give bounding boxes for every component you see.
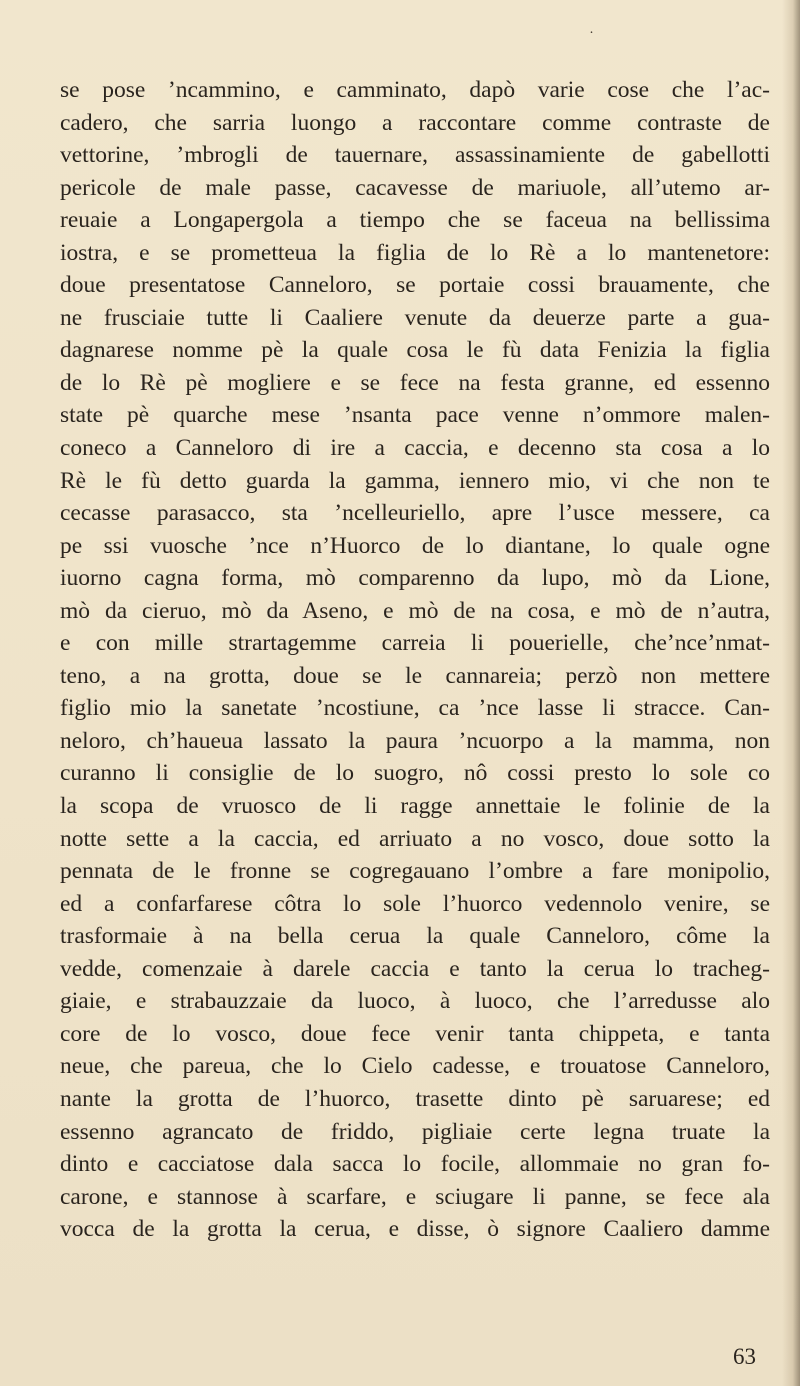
text-line: de lo Rè pè mogliere e se fece na festa granne, ed essenno: [60, 369, 770, 396]
text-line: figlio mio la sanetate ’ncostiune, ca ’nce lasse li stracce. Can-: [60, 695, 770, 722]
text-line: e con mille strartagemme carreia li pouerielle, che’nce’nmat-: [60, 630, 770, 657]
text-line: la scopa de vruosco de li ragge annettaie le folinie de la: [60, 793, 770, 820]
text-line: essenno agrancato de friddo, pigliaie certe legna truate la: [60, 1118, 770, 1145]
text-line: ne frusciaie tutte li Caaliere venute da deuerze parte a gua-: [60, 304, 770, 331]
text-line: mò da cieruo, mò da Aseno, e mò de na cosa, e mò de n’autra,: [60, 597, 770, 624]
text-line: pennata de le fronne se cogregauano l’ombre a fare monipolio,: [60, 858, 770, 885]
text-line: iostra, e se prometteua la figlia de lo Rè a lo mantenetore:: [60, 239, 770, 266]
text-line: neue, che pareua, che lo Cielo cadesse, e trouatose Canneloro,: [60, 1053, 770, 1080]
text-line: doue presentatose Canneloro, se portaie cossi brauamente, che: [60, 272, 770, 299]
text-line: vettorine, ’mbrogli de tauernare, assassinamiente de gabellotti: [60, 142, 770, 169]
text-line: iuorno cagna forma, mò comparenno da lupo, mò da Lione,: [60, 565, 770, 592]
page-edge-shadow: [782, 0, 800, 1386]
text-line: neloro, ch’haueua lassato la paura ’ncuorpo a la mamma, non: [60, 727, 770, 754]
text-line: state pè quarche mese ’nsanta pace venne n’ommore malen-: [60, 402, 770, 429]
text-line: carone, e stannose à scarfare, e sciugare li panne, se fece ala: [60, 1183, 770, 1210]
top-mark: ˙: [588, 30, 595, 46]
text-line: se pose ’ncammino, e camminato, dapò varie cose che l’ac-: [60, 77, 770, 103]
text-line: pe ssi vuosche ’nce n’Huorco de lo diantane, lo quale ogne: [60, 532, 770, 559]
text-line: pericole de male passe, cacavesse de mariuole, all’utemo ar-: [60, 174, 770, 201]
text-line: reuaie a Longapergola a tiempo che se faceua na bellissima: [60, 207, 770, 234]
page-text-block: [60, 74, 770, 1246]
text-line: notte sette a la caccia, ed arriuato a no vosco, doue sotto la: [60, 825, 770, 852]
text-line: dagnarese nomme pè la quale cosa le fù data Fenizia la figlia: [60, 337, 770, 364]
text-line: ed a confarfarese côtra lo sole l’huorco vedennolo venire, se: [60, 890, 770, 917]
text-line: cecasse parasacco, sta ’ncelleuriello, apre l’usce messere, ca: [60, 500, 770, 527]
text-line: core de lo vosco, doue fece venir tanta chippeta, e tanta: [60, 1020, 770, 1047]
text-line: dinto e cacciatose dala sacca lo focile, allommaie no gran fo-: [60, 1151, 770, 1178]
text-line: vocca de la grotta la cerua, e disse, ò signore Caaliero damme: [60, 1216, 770, 1243]
text-line: vedde, comenzaie à darele caccia e tanto la cerua lo tracheg-: [60, 955, 770, 982]
text-line: nante la grotta de l’huorco, trasette dinto pè saruarese; ed: [60, 1085, 770, 1112]
text-line: trasformaie à na bella cerua la quale Canneloro, côme la: [60, 923, 770, 950]
text-line: Rè le fù detto guarda la gamma, iennero mio, vi che non te: [60, 467, 770, 494]
text-line: coneco a Canneloro di ire a caccia, e decenno sta cosa a lo: [60, 435, 770, 462]
text-line: giaie, e strabauzzaie da luoco, à luoco, che l’arredusse alo: [60, 988, 770, 1015]
text-line: cadero, che sarria luongo a raccontare comme contraste de: [60, 109, 770, 136]
text-line: curanno li consiglie de lo suogro, nô cossi presto lo sole co: [60, 760, 770, 787]
text-line: teno, a na grotta, doue se le cannareia; perzò non mettere: [60, 662, 770, 689]
page-number: 63: [733, 1344, 756, 1369]
